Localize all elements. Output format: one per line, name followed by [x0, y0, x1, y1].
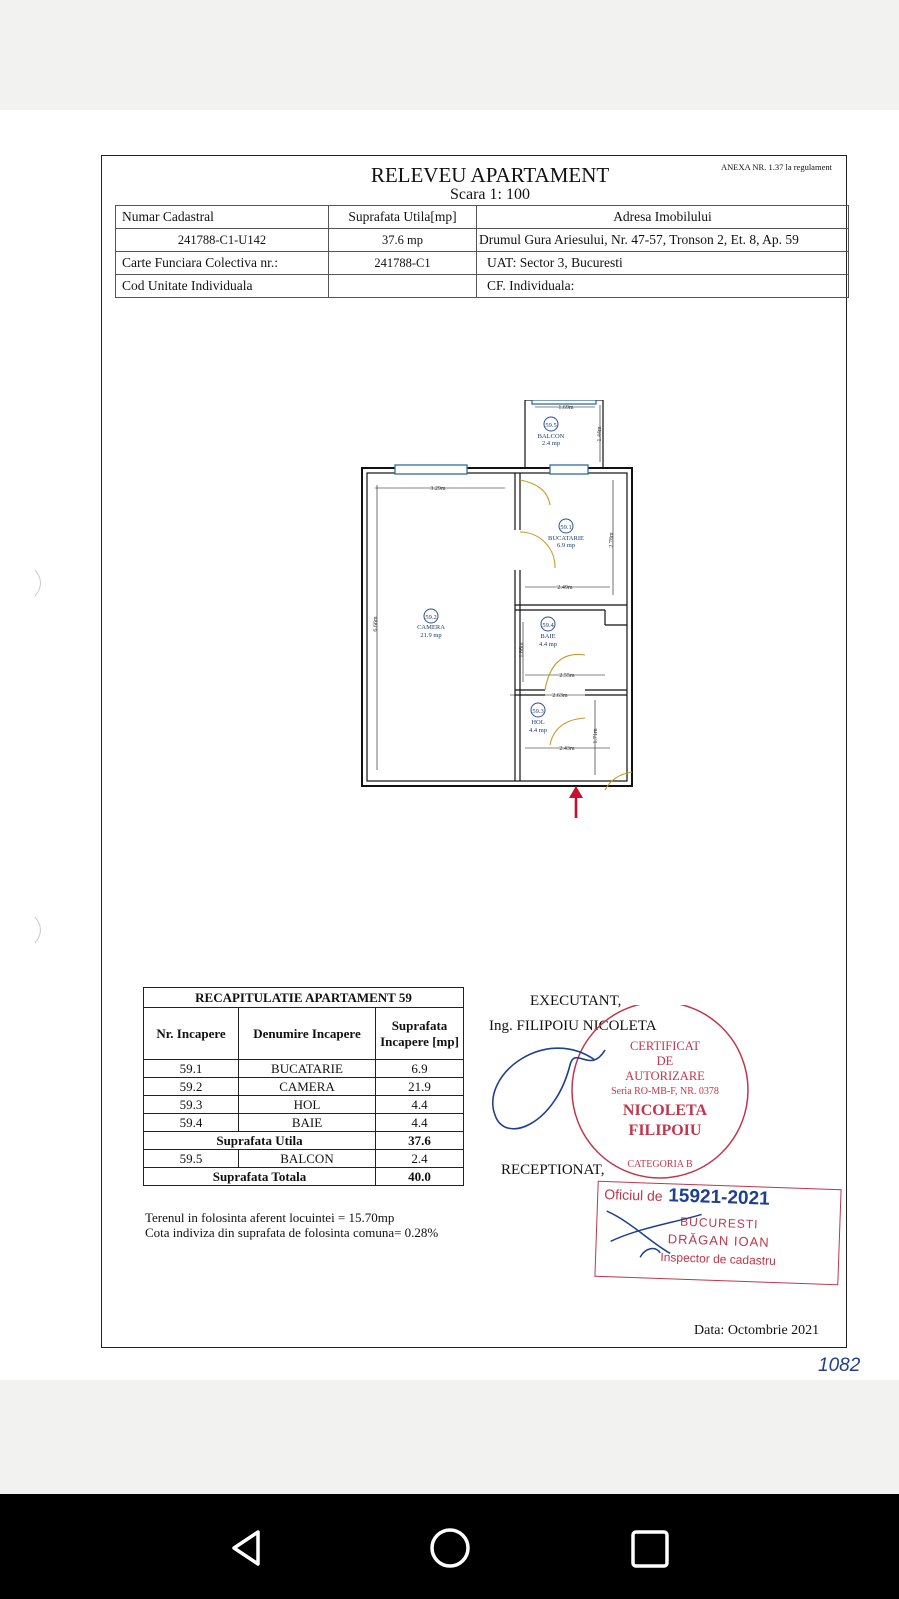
- row-name: BALCON: [239, 1150, 376, 1168]
- executant-label: EXECUTANT,: [530, 993, 622, 1009]
- seal-line-4: Seria RO-MB-F, NR. 0378: [611, 1086, 719, 1097]
- inspector-signature-icon: [600, 1196, 712, 1270]
- bath-height-dim: 1.86m: [519, 642, 525, 658]
- quota-note: Cota indiviza din suprafata de folosinta comuna= 0.28%: [145, 1225, 439, 1240]
- cadastral-label: Numar Cadastral: [116, 206, 329, 229]
- seal-line-2: DE: [656, 1054, 674, 1068]
- inspector-title: Inspector de cadastru: [660, 1250, 777, 1269]
- back-icon[interactable]: [228, 1528, 268, 1568]
- recap-title: RECAPITULATIE APARTAMENT 59: [144, 988, 464, 1008]
- table-row: [144, 1096, 464, 1114]
- row-nr: 59.2: [144, 1078, 239, 1096]
- row-nr: 59.3: [144, 1096, 239, 1114]
- table-row: [144, 1060, 464, 1078]
- punch-hole-mark: [30, 568, 50, 598]
- balcony-area: 2.4 mp: [541, 440, 561, 447]
- floor-plan: [355, 400, 645, 840]
- address-label: Adresa Imobilului: [477, 206, 849, 229]
- hall-top-dim: 2.63m: [552, 693, 568, 699]
- balcony-width-dim: 1.69m: [558, 405, 574, 411]
- kitchen-id: 59.1: [560, 524, 572, 531]
- kitchen-height-dim: 2.78m: [609, 532, 615, 548]
- unit-code-value: [329, 275, 477, 298]
- document-date: Data: Octombrie 2021: [694, 1323, 820, 1338]
- row-nr: 59.5: [144, 1150, 239, 1168]
- entrance-arrow-icon: [569, 786, 583, 818]
- kitchen-area: 6.9 mp: [556, 542, 576, 549]
- seal-line-3: AUTORIZARE: [625, 1069, 705, 1083]
- row-name: CAMERA: [239, 1078, 376, 1096]
- row-area: 21.9: [376, 1078, 464, 1096]
- row-name: HOL: [239, 1096, 376, 1114]
- punch-hole-mark: [30, 915, 50, 945]
- recents-icon[interactable]: [630, 1530, 670, 1570]
- cf-individual: CF. Individuala:: [477, 275, 849, 298]
- scale-label: Scara 1: 100: [450, 186, 530, 203]
- room-width-dim: 3.29m: [430, 486, 446, 492]
- balcony-id: 59.5: [545, 422, 557, 429]
- col-name: Denumire Incapere: [239, 1008, 376, 1060]
- seal-name-1: NICOLETA: [622, 1102, 708, 1119]
- balcony-name: BALCON: [537, 433, 565, 440]
- table-row: [144, 1150, 464, 1168]
- cf-collective-value: 241788-C1: [329, 252, 477, 275]
- navigation-bar: [0, 1494, 899, 1599]
- hall-id: 59.3: [532, 708, 544, 715]
- cadastral-number: 241788-C1-U142: [116, 229, 329, 252]
- receptionat-stamp: [594, 1181, 841, 1285]
- hall-height-dim: 1.71m: [593, 728, 599, 744]
- row-area: 6.9: [376, 1060, 464, 1078]
- office-city: BUCURESTI: [679, 1214, 759, 1232]
- room-height-dim: 6.66m: [373, 616, 379, 632]
- balcony-height-dim: 1.44m: [597, 426, 603, 442]
- table-row: [144, 1078, 464, 1096]
- useful-total-value: 37.6: [376, 1132, 464, 1150]
- hall-area: 4.4 mp: [528, 727, 548, 734]
- seal-category: CATEGORIA B: [627, 1159, 693, 1170]
- receptionat-label: RECEPTIONAT,: [501, 1162, 605, 1178]
- room-area: 21.9 mp: [420, 632, 442, 639]
- info-table: [115, 205, 849, 298]
- seal-name-2: FILIPOIU: [628, 1122, 702, 1139]
- seal-line-1: CERTIFICAT: [629, 1039, 701, 1053]
- signature-icon: [493, 1048, 605, 1129]
- useful-area: 37.6 mp: [329, 229, 477, 252]
- handwritten-number: 1082: [818, 1355, 861, 1376]
- table-row: [144, 1114, 464, 1132]
- row-area: 2.4: [376, 1150, 464, 1168]
- home-icon[interactable]: [428, 1528, 472, 1572]
- room-id: 59.2: [425, 614, 437, 621]
- kitchen-name: BUCATARIE: [548, 535, 584, 542]
- bath-width-dim: 2.55m: [559, 673, 575, 679]
- bath-area: 4.4 mp: [538, 641, 558, 648]
- bath-id: 59.4: [542, 622, 554, 629]
- address: Drumul Gura Ariesului, Nr. 47-57, Tronson 2, Et. 8, Ap. 59: [477, 229, 849, 252]
- bath-name: BAIE: [540, 633, 556, 640]
- land-note: Terenul in folosinta aferent locuintei = 15.70mp: [145, 1210, 395, 1225]
- executant-name: Ing. FILIPOIU NICOLETA: [489, 1018, 657, 1034]
- room-name: CAMERA: [417, 624, 445, 631]
- row-nr: 59.1: [144, 1060, 239, 1078]
- row-name: BAIE: [239, 1114, 376, 1132]
- office-label: Oficiul de: [604, 1186, 663, 1205]
- registration-number: 15921-2021: [667, 1185, 771, 1210]
- row-name: BUCATARIE: [239, 1060, 376, 1078]
- page-title: RELEVEU APARTAMENT: [370, 163, 610, 187]
- recap-table: [143, 987, 464, 1186]
- kitchen-width-dim: 2.49m: [557, 585, 573, 591]
- cf-collective-label: Carte Funciara Colectiva nr.:: [116, 252, 329, 275]
- inspector-name: DRĂGAN IOAN: [667, 1231, 770, 1250]
- annex-label: ANEXA NR. 1.37 la regulament: [721, 162, 832, 172]
- grand-total-value: 40.0: [376, 1168, 464, 1186]
- useful-total-label: Suprafata Utila: [144, 1132, 376, 1150]
- col-area-line1: Suprafata: [391, 1017, 448, 1033]
- hall-width-dim: 2.43m: [559, 746, 575, 752]
- col-nr: Nr. Incapere: [144, 1008, 239, 1060]
- uat: UAT: Sector 3, Bucuresti: [477, 252, 849, 275]
- grand-total-label: Suprafata Totala: [144, 1168, 376, 1186]
- col-area-line2: Incapere [mp]: [380, 1033, 459, 1049]
- row-area: 4.4: [376, 1114, 464, 1132]
- area-label: Suprafata Utila[mp]: [329, 206, 477, 229]
- unit-code-label: Cod Unitate Individuala: [116, 275, 329, 298]
- hall-name: HOL: [531, 719, 545, 726]
- row-area: 4.4: [376, 1096, 464, 1114]
- row-nr: 59.4: [144, 1114, 239, 1132]
